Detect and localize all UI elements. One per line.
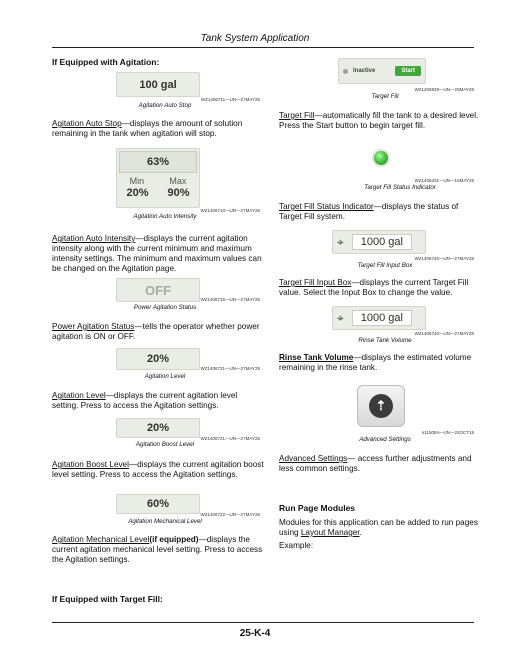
max-label: Max <box>169 176 187 186</box>
crosshair-icon: ⌖ <box>337 234 344 249</box>
min-label: Min <box>129 176 145 186</box>
target-fill-input-value[interactable]: 1000 gal <box>352 234 412 250</box>
run-page-modules-text <box>279 518 483 538</box>
description-text: —displays the amount of solution remaining in the tank when agitation will stop. <box>52 119 243 138</box>
rinse-tank-volume-value: 1000 gal <box>352 310 412 326</box>
figure-id: WZ1406721—UN—27MAY25 <box>200 366 260 371</box>
section-title-target-fill: If Equipped with Target Fill: <box>52 594 163 604</box>
figure-caption: Agitation Mechanical Level <box>128 518 202 525</box>
page-number: 25-K-4 <box>239 628 271 639</box>
advanced-settings-description <box>279 454 481 474</box>
figure-caption: Agitation Boost Level <box>135 441 195 448</box>
description-text: — access further adjustments and less common settings. <box>279 454 472 473</box>
description-text: —displays the status of Target Fill system. <box>279 202 459 221</box>
layout-manager-link[interactable]: Layout Manager <box>300 528 360 537</box>
figure-caption: Agitation Auto Intensity <box>133 213 197 220</box>
run-page-modules-title: Run Page Modules <box>279 503 356 513</box>
footer-rule <box>52 622 474 623</box>
power-agitation-value: OFF <box>145 282 171 298</box>
figure-caption: Advanced Settings <box>359 436 411 443</box>
figure-caption: Target Fill <box>371 93 399 100</box>
crosshair-icon: ⌖ <box>337 310 344 325</box>
agitation-auto-intensity-description <box>52 234 266 274</box>
term: Agitation Level <box>52 391 106 400</box>
term: Rinse Tank Volume <box>279 353 354 362</box>
description-text: —displays the estimated volume remaining in the rinse tank. <box>279 353 472 372</box>
agitation-auto-stop-display <box>116 72 200 97</box>
agitation-mechanical-level-display <box>116 494 200 514</box>
figure-caption: Target Fill Status Indicator <box>364 184 436 191</box>
agitation-boost-value: 20% <box>146 422 170 434</box>
agitation-level-value: 20% <box>146 353 170 365</box>
agitation-auto-stop-value: 100 gal <box>139 78 177 91</box>
figure-caption: Rinse Tank Volume <box>358 337 412 344</box>
agitation-boost-level-display <box>116 418 200 438</box>
figure-id: n115094—UN—22OCT15 <box>421 430 474 435</box>
min-value: 20% <box>126 187 149 199</box>
agitation-auto-intensity-display <box>116 148 200 208</box>
max-value: 90% <box>167 187 190 199</box>
description-text: —displays the current agitation mechanical level setting. Press to access the Agitation settings. <box>52 535 263 564</box>
description-text: —tells the operator whether power agitation is ON or OFF. <box>52 322 260 341</box>
target-fill-status-indicator-description <box>279 202 479 222</box>
advanced-settings-icon: ⇡ <box>369 394 393 418</box>
term: Target Fill Input Box <box>279 278 352 287</box>
figure-caption: Agitation Auto Stop <box>138 102 192 109</box>
modules-text-pre: Modules for this application can be added to run pages using <box>279 518 478 537</box>
figure-id: WZ1406721—UN—27MAY25 <box>200 436 260 441</box>
rinse-tank-volume-display <box>332 306 426 330</box>
figure-id: WZ1406722—UN—27MAY25 <box>200 512 260 517</box>
intensity-percent: 63% <box>146 156 170 168</box>
figure-caption: Agitation Level <box>144 373 186 380</box>
description-text: —displays the current agitation intensity along with the current minimum and maximum intensity settings. The minimum and maximum values can be changed on the Agitation page. <box>52 234 262 273</box>
modules-text-post: . <box>359 528 362 537</box>
status-dot-icon <box>343 69 348 74</box>
agitation-auto-stop-description <box>52 119 264 139</box>
example-label: Example: <box>279 541 314 550</box>
description-text: —displays the current Target Fill value. Select the Input Box to change the value. <box>279 278 469 297</box>
target-fill-input-box[interactable] <box>332 230 426 254</box>
figure-caption: Power Agitation Status <box>133 304 197 311</box>
status-indicator-icon <box>374 151 388 165</box>
target-fill-status-text: Inactive <box>353 68 376 74</box>
description-text: —automatically fill the tank to a desired level. Press the Start button to begin target fill. <box>279 111 479 130</box>
target-fill-widget <box>338 58 426 84</box>
intensity-percent-box <box>119 151 197 173</box>
header-rule <box>52 47 474 48</box>
target-fill-input-box-description <box>279 278 479 298</box>
figure-id: WZ1406711—UN—27MAY25 <box>200 97 260 102</box>
intensity-values <box>117 187 199 199</box>
section-title-agitation: If Equipped with Agitation: <box>52 57 160 67</box>
advanced-settings-button[interactable] <box>357 385 405 427</box>
term: Agitation Boost Level <box>52 460 129 469</box>
figure-id: WZ1406715—UN—27MAY25 <box>200 297 260 302</box>
agitation-level-description <box>52 391 264 411</box>
term: Agitation Auto Stop <box>52 119 122 128</box>
intensity-labels <box>117 176 199 186</box>
target-fill-status <box>343 68 375 74</box>
term: Target Fill <box>279 111 315 120</box>
agitation-mechanical-value: 60% <box>146 498 170 510</box>
term: Advanced Settings <box>279 454 348 463</box>
power-agitation-status-description <box>52 322 264 342</box>
term: Agitation Mechanical Level <box>52 535 150 544</box>
page-header: Tank System Application <box>200 33 310 44</box>
figure-id: WZ1406331—UN—16MAY25 <box>414 178 474 183</box>
rinse-tank-volume-description <box>279 353 479 373</box>
term: Target Fill Status Indicator <box>279 202 374 211</box>
agitation-mechanical-level-description <box>52 535 266 565</box>
figure-id: WZ1406929—UN—29MAY25 <box>414 87 474 92</box>
description-text: —displays the current agitation level setting. Press to access the Agitation settings. <box>52 391 238 410</box>
equipped-note: (if equipped) <box>149 535 199 544</box>
figure-id: WZ1406710—UN—27MAY25 <box>200 208 260 213</box>
figure-id: WZ1406740—UN—27MAY25 <box>414 331 474 336</box>
term: Power Agitation Status <box>52 322 135 331</box>
agitation-boost-level-description <box>52 460 264 480</box>
target-fill-description <box>279 111 479 131</box>
figure-id: WZ1406740—UN—27MAY25 <box>414 256 474 261</box>
description-text: —displays the current agitation boost level setting. Press to access the Agitation settings. <box>52 460 264 479</box>
term: Agitation Auto Intensity <box>52 234 136 243</box>
figure-caption: Target Fill Input Box <box>357 262 413 269</box>
start-button[interactable]: Start <box>395 66 421 76</box>
